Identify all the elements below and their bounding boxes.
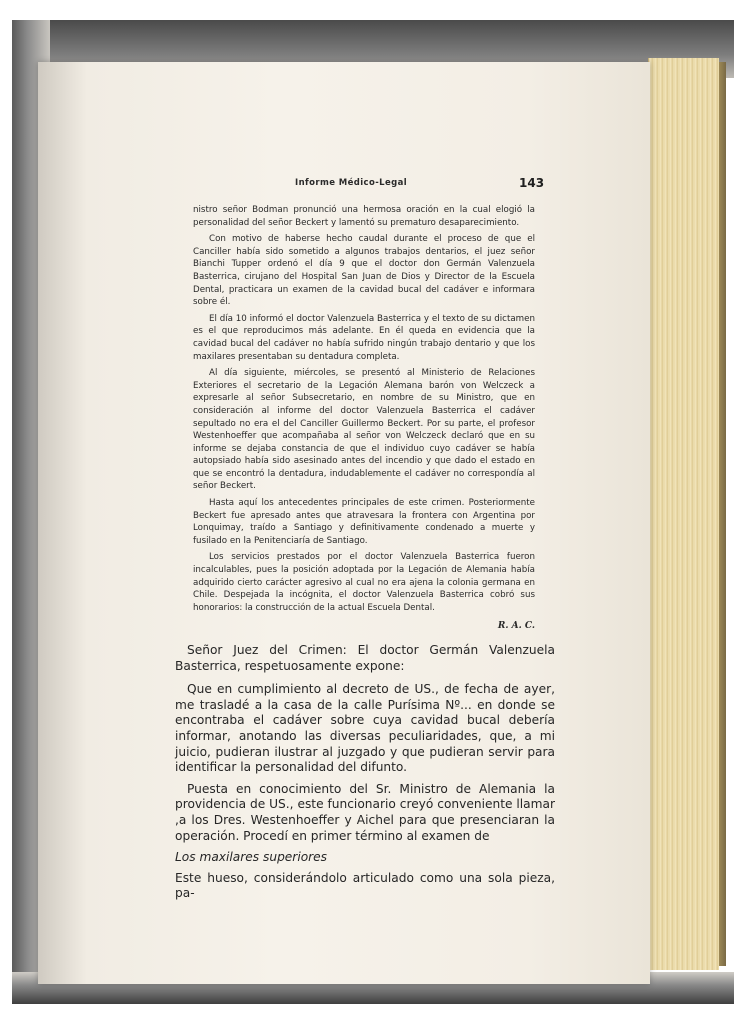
report-salutation: Señor Juez del Crimen: El doctor Germán Valenzuela Basterrica, respetuosamente expone: [175, 643, 555, 673]
page-header [0, 176, 744, 196]
intro-paragraph: nistro señor Bodman pronunció una hermosa oración en la cual elogió la personalidad del señor Beckert y lamentó su prematuro desaparecimiento. [193, 205, 535, 228]
intro-paragraph: Al día siguiente, miércoles, se presentó al Ministerio de Relaciones Exteriores el secretario de la Legación Alemana barón von Welczeck a expresarle al señor Subsecretario, en nombre de su Ministro, que en consideración al informe del doctor Valenzuela Basterrica el cadáver sepultado no era el del Canciller Guillermo Beckert. Por su parte, el profesor Westenhoeffer que acompañaba al señor von Welczeck declaró que en su informe se dejaba constancia de que el individuo cuyo cadáver se había autopsiado había sido asesinado antes del incendio y que dado el estado en que se encontró la dentadura, indudablemente el cadáver no correspondía al señor Beckert. [193, 368, 535, 492]
author-initials: R. A. C. [497, 621, 535, 632]
intro-section [193, 204, 535, 633]
report-paragraph: Este hueso, considerándolo articulado como una sola pieza, pa- [175, 870, 555, 901]
intro-paragraph: Hasta aquí los antecedentes principales de este crimen. Posteriormente Beckert fue apresado antes que atravesara la frontera con Argentina por Lonquimay, traído a Santiago y definitivamente condenado a muerte y fusilado en la Penitenciaría de Santiago. [193, 498, 535, 546]
page-number: 143 [519, 176, 545, 190]
report-section [175, 643, 555, 908]
report-paragraph: Puesta en conocimiento del Sr. Ministro de Alemania la providencia de US., este funcionario creyó conveniente llamar ,a los Dres. Westenhoeffer y Aichel para que presenciaran la operación. Procedí en primer término al examen de [175, 781, 555, 843]
intro-paragraph: Los servicios prestados por el doctor Valenzuela Basterrica fueron incalculables, pues la posición adoptada por la Legación de Alemania había adquirido cierto carácter agresivo al cual no era ajena la colonia germana en Chile. Despejada la incógnita, el doctor Valenzuela Basterrica cobró sus honorarios: la construcción de la actual Escuela Dental. [193, 552, 535, 613]
section-title: Los maxilares superiores [175, 850, 328, 865]
intro-paragraph: Con motivo de haberse hecho caudal durante el proceso de que el Canciller había sido sometido a algunos trabajos dentarios, el juez señor Bianchi Tupper ordenó el día 9 que el doctor don Germán Valenzuela Basterrica, cirujano del Hospital San Juan de Dios y Director de la Escuela Dental, practicara un examen de la cavidad bucal del cadáver e informara sobre él. [193, 234, 535, 308]
report-paragraph: Que en cumplimiento al decreto de US., de fecha de ayer, me trasladé a la casa de la calle Purísima Nº... en donde se encontraba el cadáver sobre cuya cavidad bucal debería informar, anotando las diversas peculiaridades, que, a mi juicio, pudieran ilustrar al juzgado y que pudieran servir para identificar la personalidad del difunto. [175, 682, 555, 775]
intro-paragraph: El día 10 informó el doctor Valenzuela Basterrica y el texto de su dictamen es el que reproducimos más adelante. En él queda en evidencia que la cavidad bucal del cadáver no había sufrido ningún trabajo dentario y que los maxilares presentaban su dentadura completa. [193, 313, 535, 362]
running-head: Informe Médico-Legal [295, 178, 408, 188]
